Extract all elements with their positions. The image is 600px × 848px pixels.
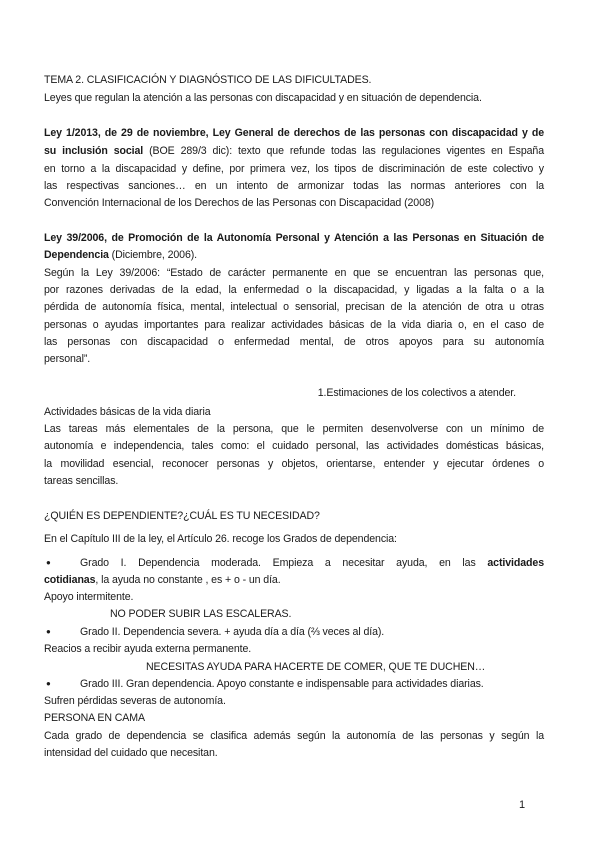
law2-line-4: por razones derivadas de la edad, la enfermedad o la discapacidad, y ligadas a la falta o a la [44, 284, 544, 296]
page-number: 1 [519, 799, 526, 811]
bullet-icon: ● [46, 627, 51, 636]
law2-heading: Ley 39/2006, de Promoción de la Autonomía Personal y Atención a las Personas en Situación de [44, 232, 544, 244]
bullet-icon: ● [46, 558, 51, 567]
law1-line-4: las respectivas sanciones… en un intento de armonizar todas las normas anteriores con la [44, 180, 544, 192]
grades-intro: En el Capítulo III de la ley, el Artículo 26. recoge los Grados de dependencia: [44, 533, 397, 545]
law2-line-5: pérdida de autonomía física, mental, intelectual o sensorial, precisan de la atención de otra u otras [44, 301, 544, 313]
law2-line-3: Según la Ley 39/2006: “Estado de carácter permanente en que se encuentran las personas que, [44, 267, 544, 279]
closing-line-1: Cada grado de dependencia se clasifica además según la autonomía de las personas y según la [44, 730, 544, 742]
grade-2-note: NECESITAS AYUDA PARA HACERTE DE COMER, QUE TE DUCHEN… [146, 661, 486, 673]
bullet-icon: ● [46, 679, 51, 688]
grade-1-line-2: cotidianas, la ayuda no constante , es + o - un día. [44, 574, 281, 586]
section-heading-estimations: 1.Estimaciones de los colectivos a atender. [317, 387, 516, 399]
abvd-line-4: tareas sencillas. [44, 475, 119, 487]
closing-line-2: intensidad del cuidado que necesitan. [44, 747, 218, 759]
law2-line-7: las personas con discapacidad o enfermedad mental, de otros apoyos para su autonomía [44, 336, 544, 348]
grade-1-note: NO PODER SUBIR LAS ESCALERAS. [110, 608, 292, 620]
grade-3-support: Sufren pérdidas severas de autonomía. [44, 695, 226, 707]
abvd-line-2: autonomía e independencia, tales como: el cuidado personal, las actividades domésticas básicas, [44, 440, 544, 452]
grade-3-line-1: Grado III. Gran dependencia. Apoyo constante e indispensable para actividades diarias. [80, 678, 484, 690]
grade-1-line-1: Grado I. Dependencia moderada. Empieza a necesitar ayuda, en las actividades [80, 557, 544, 569]
law1-line-3: en torno a la discapacidad y define, por primera vez, los tipos de discriminación de este colectivo y [44, 163, 544, 175]
section-subheading-abvd: Actividades básicas de la vida diaria [44, 406, 211, 418]
doc-subtitle: Leyes que regulan la atención a las personas con discapacidad y en situación de dependencia. [44, 92, 482, 104]
law1-heading: Ley 1/2013, de 29 de noviembre, Ley General de derechos de las personas con discapacidad y de [44, 127, 544, 139]
grade-1-support: Apoyo intermitente. [44, 591, 134, 603]
law2-line-2: Dependencia (Diciembre, 2006). [44, 249, 198, 261]
grade-3-note: PERSONA EN CAMA [44, 712, 145, 724]
law2-line-8: personal”. [44, 353, 91, 365]
abvd-line-1: Las tareas más elementales de la persona, que le permiten desenvolverse con un mínimo de [44, 423, 544, 435]
law2-line-6: personas o ayudas importantes para realizar actividades básicas de la vida diaria o, en el caso de [44, 319, 544, 331]
law1-line-5: Convención Internacional de los Derechos de las Personas con Discapacidad (2008) [44, 197, 435, 209]
grade-2-support: Reacios a recibir ayuda externa permanente. [44, 643, 252, 655]
dependent-question: ¿QUIÉN ES DEPENDIENTE?¿CUÁL ES TU NECESIDAD? [44, 510, 320, 522]
doc-title: TEMA 2. CLASIFICACIÓN Y DIAGNÓSTICO DE LAS DIFICULTADES. [44, 74, 372, 86]
law1-line-2: su inclusión social (BOE 289/3 dic): texto que refunde todas las regulaciones vigentes en España [44, 145, 544, 157]
grade-2-line-1: Grado II. Dependencia severa. + ayuda día a día (⅔ veces al día). [80, 626, 385, 638]
abvd-line-3: la movilidad esencial, reconocer personas y objetos, orientarse, entender y ejecutar órdenes o [44, 458, 544, 470]
